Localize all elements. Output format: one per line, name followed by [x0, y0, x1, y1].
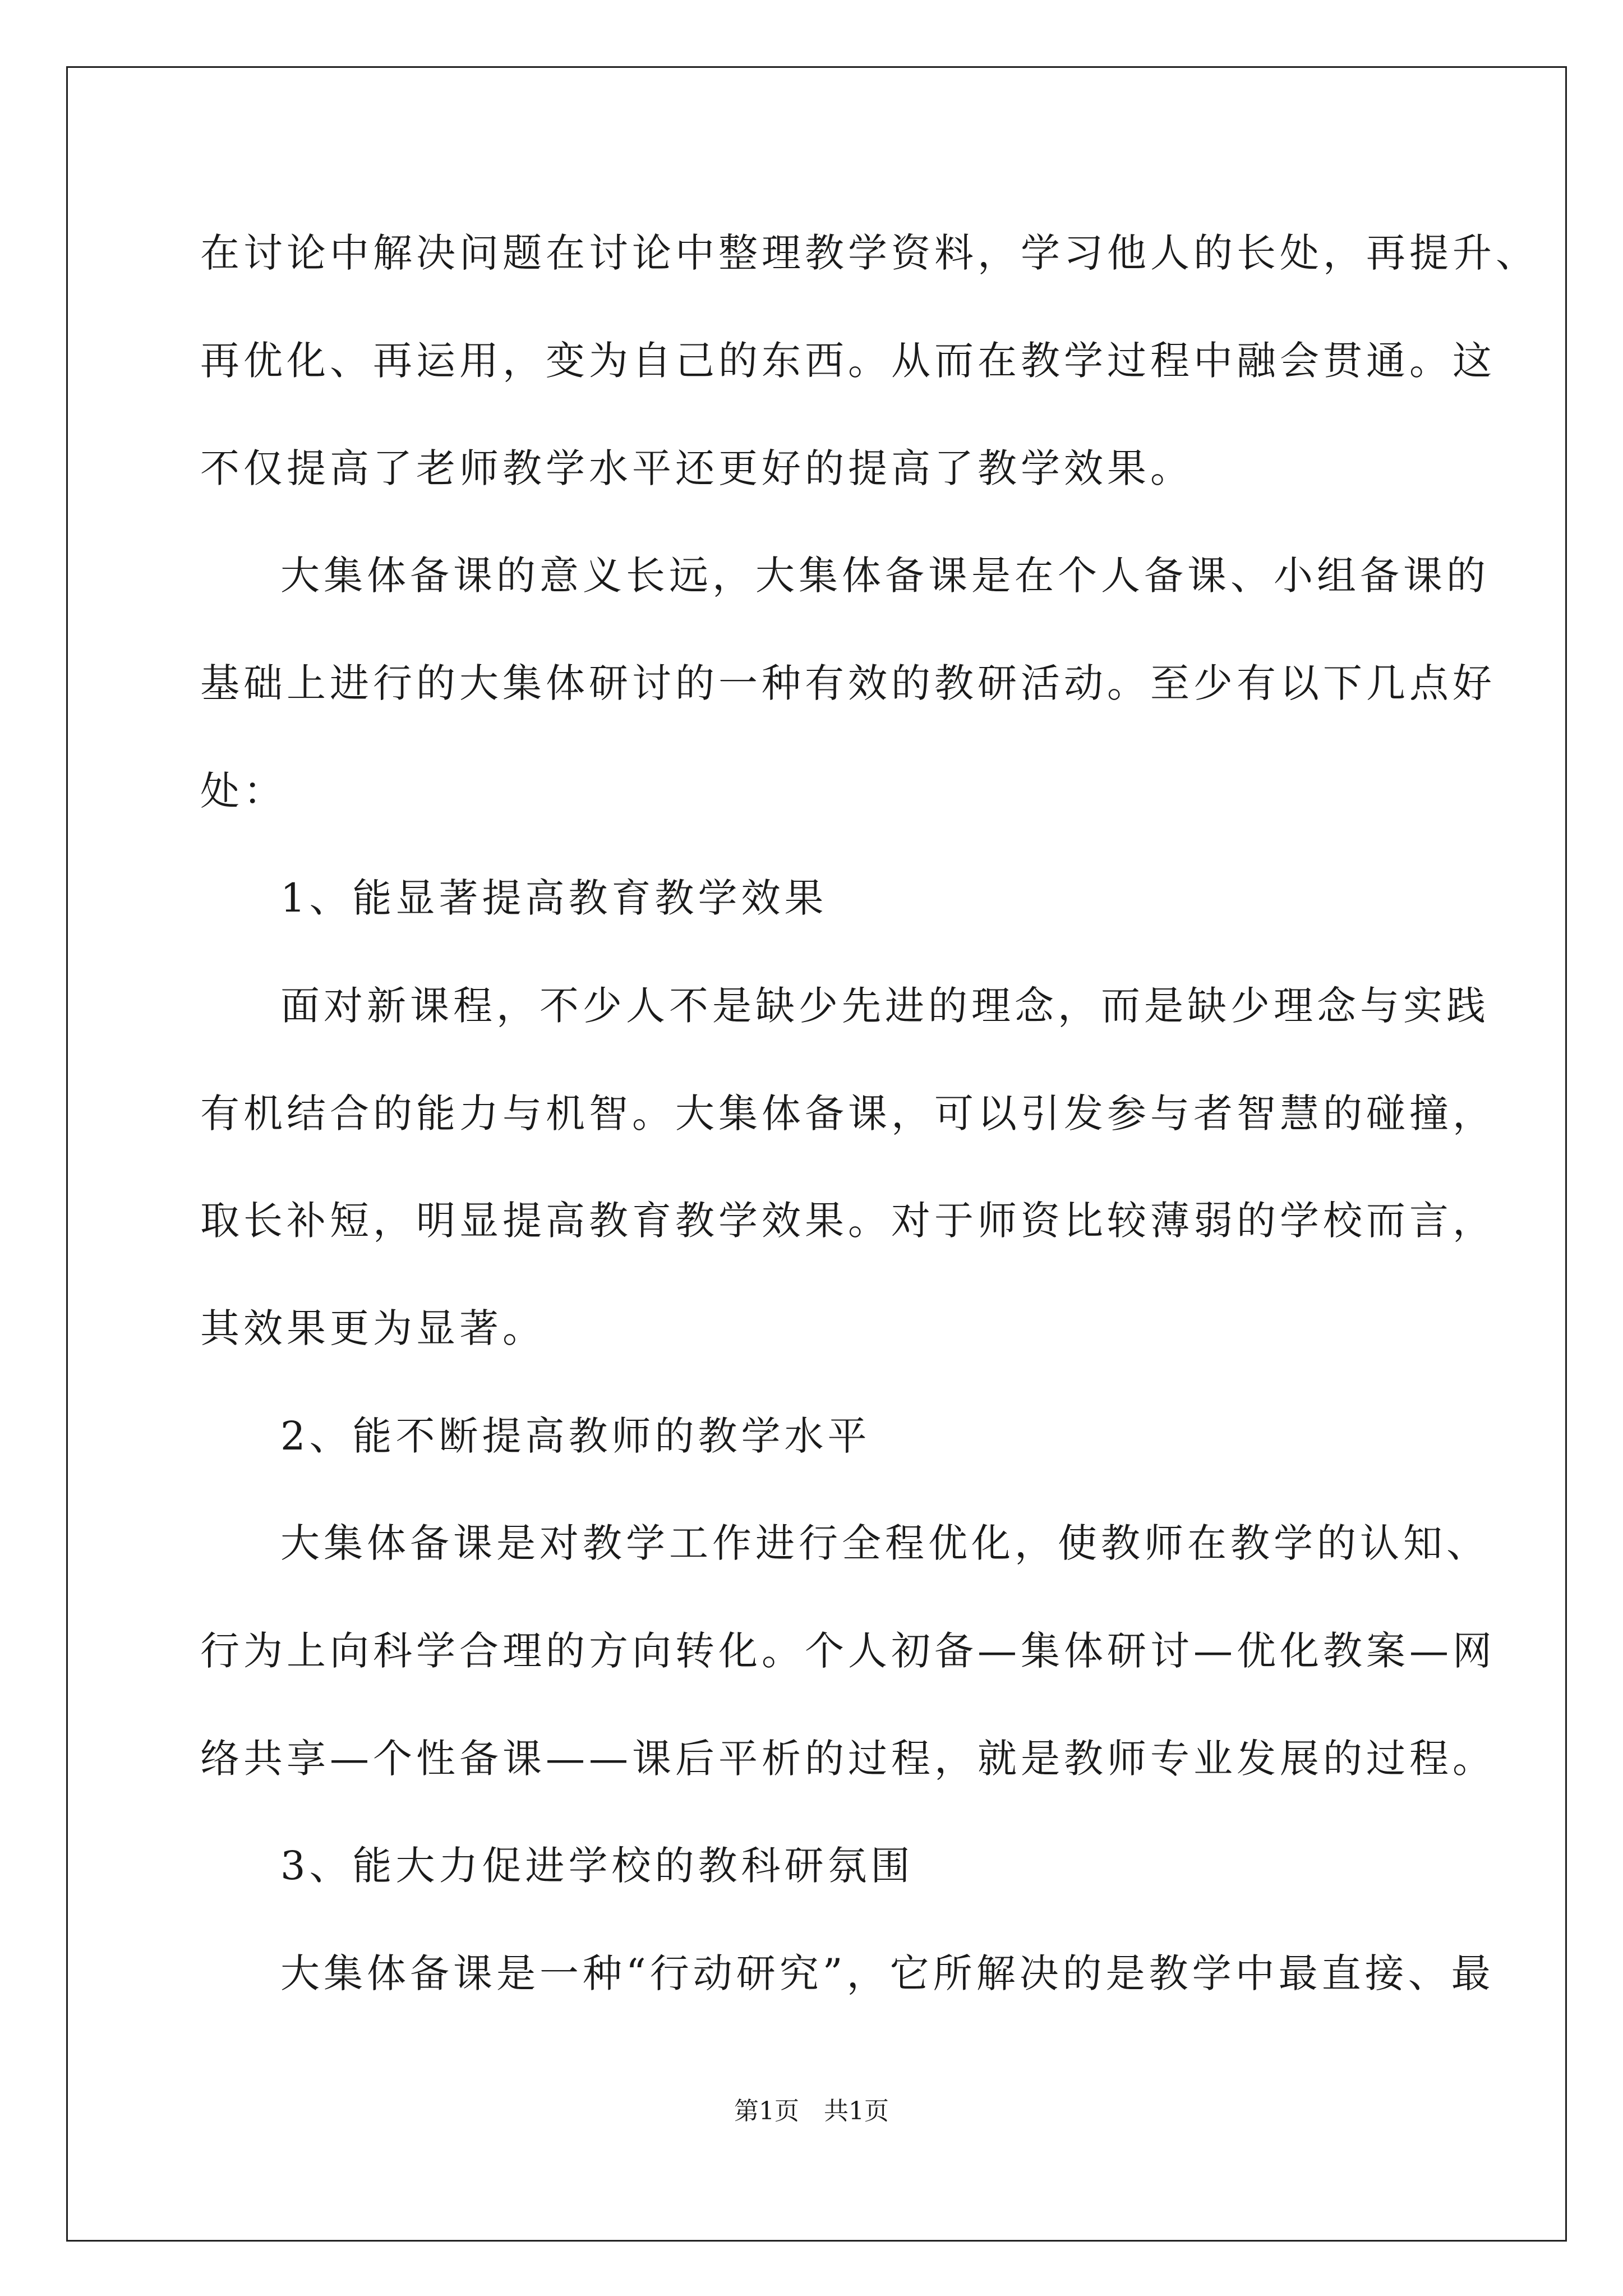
- page-border: [66, 66, 1567, 2242]
- section-heading-3: 3、能大力促进学校的教科研氛围: [280, 1843, 914, 1889]
- body-text-line: 有机结合的能力与机智。大集体备课，可以引发参与者智慧的碰撞，: [200, 1091, 1496, 1137]
- body-text-line: 行为上向科学合理的方向转化。个人初备—集体研讨—优化教案—网: [200, 1628, 1496, 1674]
- paragraph-first-line: 大集体备课的意义长远，大集体备课是在个人备课、小组备课的: [280, 553, 1490, 599]
- paragraph-first-line: 大集体备课是对教学工作进行全程优化，使教师在教学的认知、: [280, 1520, 1490, 1566]
- section-heading-1: 1、能显著提高教育教学效果: [280, 875, 828, 921]
- body-text-line: 在讨论中解决问题在讨论中整理教学资料，学习他人的长处，再提升、: [200, 230, 1539, 276]
- body-text-line: 基础上进行的大集体研讨的一种有效的教研活动。至少有以下几点好: [200, 660, 1496, 706]
- page-footer: 第1页 共1页: [734, 2097, 889, 2125]
- body-text-line: 络共享—个性备课——课后平析的过程，就是教师专业发展的过程。: [200, 1736, 1496, 1782]
- body-text-line: 取长补短，明显提高教育教学效果。对于师资比较薄弱的学校而言，: [200, 1198, 1496, 1244]
- body-text-line: 不仅提高了老师教学水平还更好的提高了教学效果。: [200, 445, 1193, 491]
- paragraph-first-line: 大集体备课是一种“行动研究”，它所解决的是教学中最直接、最: [280, 1950, 1495, 1996]
- body-text-line: 其效果更为显著。: [200, 1305, 546, 1351]
- paragraph-first-line: 面对新课程，不少人不是缺少先进的理念，而是缺少理念与实践: [280, 983, 1490, 1029]
- body-text-line: 再优化、再运用，变为自己的东西。从而在教学过程中融会贯通。这: [200, 338, 1496, 384]
- body-text-line: 处：: [200, 768, 287, 814]
- section-heading-2: 2、能不断提高教师的教学水平: [280, 1413, 871, 1459]
